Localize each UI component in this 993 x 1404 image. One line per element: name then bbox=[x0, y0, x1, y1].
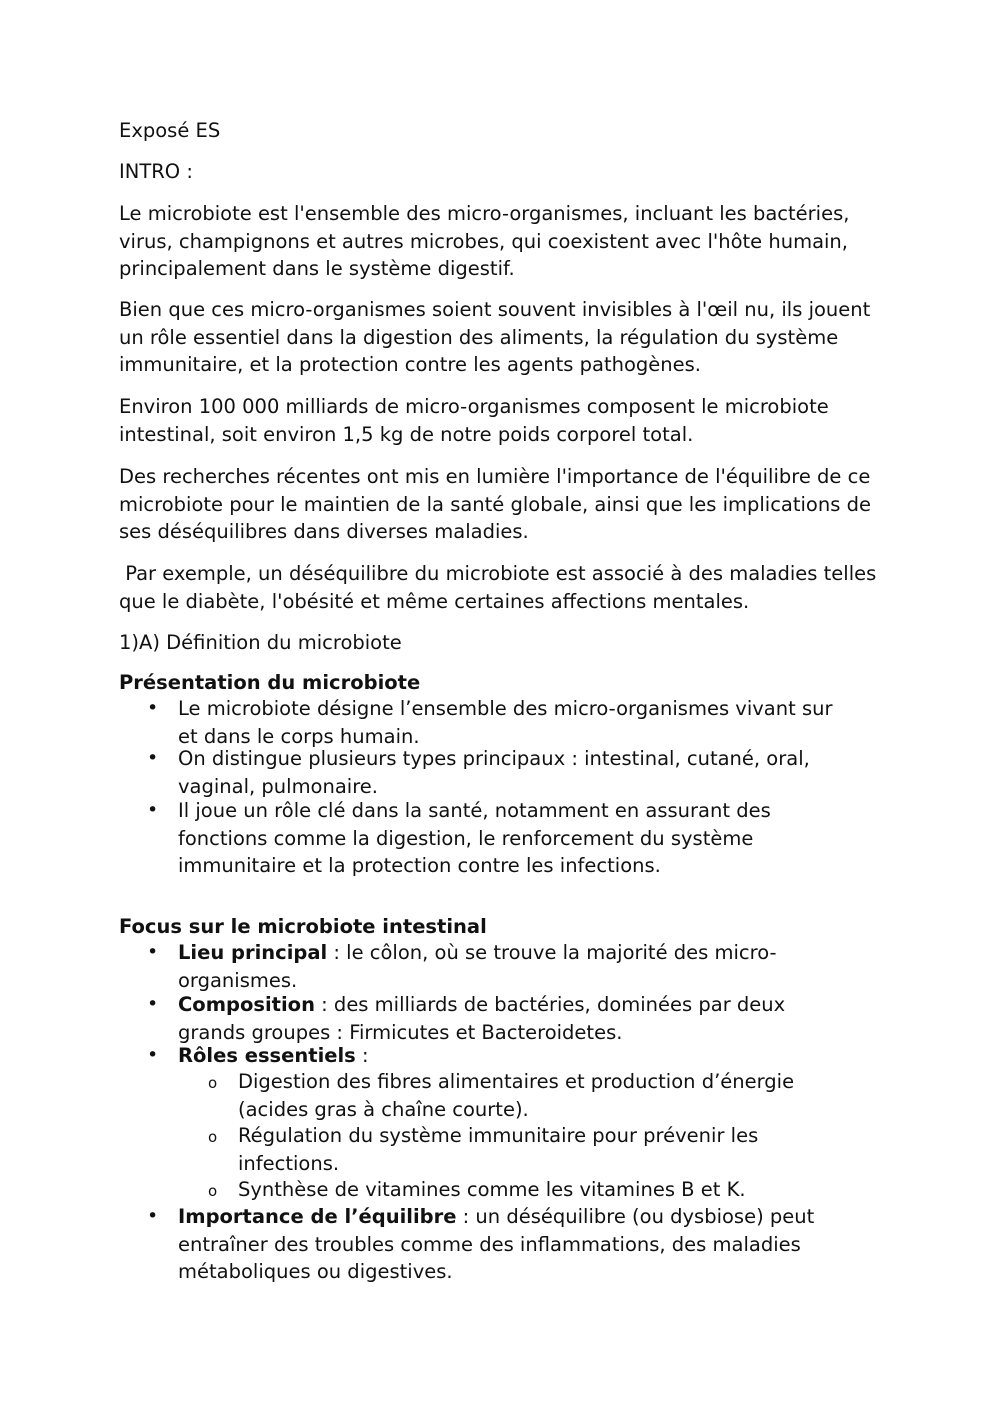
list-item-text bbox=[178, 991, 858, 1046]
section-title: 1)A) Définition du microbiote bbox=[119, 631, 402, 654]
definition: : des milliards de bactéries, dominées par deux grands groupes : Firmicutes et Bacteroidetes. bbox=[178, 993, 786, 1044]
presentation-heading: Présentation du microbiote bbox=[119, 671, 421, 694]
intro-label: INTRO : bbox=[119, 160, 193, 183]
circle-bullet-icon: o bbox=[208, 1128, 218, 1146]
list-item-text bbox=[178, 1203, 858, 1286]
list-item-text: Il joue un rôle clé dans la santé, notamment en assurant des fonctions comme la digestion, le renforcement du système immunitaire et la protection contre les infections. bbox=[178, 799, 771, 877]
list-item-text bbox=[178, 939, 858, 994]
bullet-icon: • bbox=[147, 747, 159, 769]
document-title: Exposé ES bbox=[119, 119, 221, 142]
list-item-text: Le microbiote désigne l’ensemble des micro-organismes vivant sur et dans le corps humain. bbox=[178, 697, 833, 748]
intro-paragraph: Bien que ces micro-organismes soient souvent invisibles à l'œil nu, ils jouent un rôle essentiel dans la digestion des aliments, la régulation du système immunitaire, et la protection contre les agents pathogènes. bbox=[119, 298, 871, 376]
term: Composition bbox=[178, 993, 315, 1016]
bullet-icon: • bbox=[147, 993, 159, 1015]
list-item-text bbox=[178, 1042, 858, 1070]
bullet-icon: • bbox=[147, 1044, 159, 1066]
sub-list-item-text: Régulation du système immunitaire pour prévenir les infections. bbox=[238, 1124, 759, 1175]
bullet-icon: • bbox=[147, 799, 159, 821]
intro-paragraph: Par exemple, un déséquilibre du microbiote est associé à des maladies telles que le diabète, l'obésité et même certaines affections mentales. bbox=[119, 562, 883, 613]
intro-paragraph: Des recherches récentes ont mis en lumière l'importance de l'équilibre de ce microbiote pour le maintien de la santé globale, ainsi que les implications de ses déséquilibres dans diverses maladies. bbox=[119, 465, 871, 543]
circle-bullet-icon: o bbox=[208, 1074, 218, 1092]
term: Importance de l’équilibre bbox=[178, 1205, 457, 1228]
term: Lieu principal bbox=[178, 941, 328, 964]
definition: : bbox=[355, 1044, 369, 1067]
focus-heading: Focus sur le microbiote intestinal bbox=[119, 915, 487, 938]
intro-paragraph: Le microbiote est l'ensemble des micro-organismes, incluant les bactéries, virus, champignons et autres microbes, qui coexistent avec l'hôte humain, principalement dans le système digestif. bbox=[119, 202, 850, 280]
bullet-icon: • bbox=[147, 697, 159, 719]
bullet-icon: • bbox=[147, 1205, 159, 1227]
intro-paragraph: Environ 100 000 milliards de micro-organismes composent le microbiote intestinal, soit environ 1,5 kg de notre poids corporel total. bbox=[119, 395, 829, 446]
term: Rôles essentiels bbox=[178, 1044, 356, 1067]
sub-list-item-text: Synthèse de vitamines comme les vitamines B et K. bbox=[238, 1178, 746, 1201]
sub-list-item-text: Digestion des fibres alimentaires et production d’énergie (acides gras à chaîne courte). bbox=[238, 1070, 795, 1121]
definition: : le côlon, où se trouve la majorité des micro-organismes. bbox=[178, 941, 777, 992]
definition: : un déséquilibre (ou dysbiose) peut entraîner des troubles comme des inflammations, des maladies métaboliques ou digestives. bbox=[178, 1205, 815, 1283]
bullet-icon: • bbox=[147, 941, 159, 963]
list-item-text: On distingue plusieurs types principaux : intestinal, cutané, oral, vaginal, pulmonaire. bbox=[178, 747, 810, 798]
circle-bullet-icon: o bbox=[208, 1182, 218, 1200]
